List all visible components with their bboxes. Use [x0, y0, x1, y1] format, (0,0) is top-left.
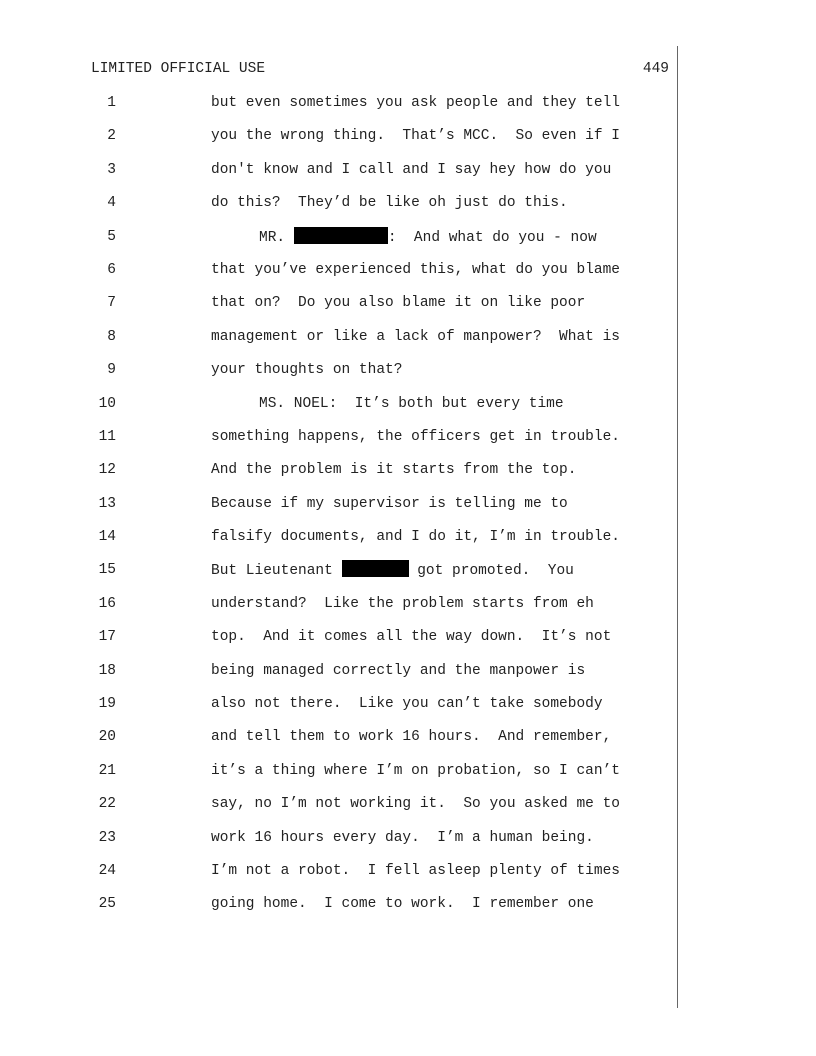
line-text: do this? They’d be like oh just do this. — [211, 195, 568, 212]
line-number: 20 — [98, 729, 116, 746]
transcript-line — [0, 594, 680, 627]
transcript-line — [0, 160, 680, 193]
transcript-line — [0, 527, 680, 560]
transcript-lines — [0, 93, 680, 928]
line-number: 25 — [98, 896, 116, 913]
line-number: 14 — [98, 529, 116, 546]
line-text-before-redaction: But Lieutenant — [211, 563, 342, 580]
line-number: 1 — [107, 95, 116, 111]
line-text: your thoughts on that? — [211, 362, 403, 379]
line-number: 24 — [98, 862, 116, 879]
line-number: 23 — [98, 829, 116, 846]
line-number: 17 — [98, 629, 116, 646]
line-number: 2 — [107, 128, 116, 145]
line-text — [211, 560, 574, 581]
line-number: 9 — [107, 362, 116, 379]
line-text: it’s a thing where I’m on probation, so I can’t — [211, 762, 620, 779]
line-text: also not there. Like you can’t take somebody — [211, 696, 603, 713]
line-number: 5 — [107, 228, 116, 245]
line-number: 19 — [98, 696, 116, 713]
speaker-prefix: MR. — [259, 229, 294, 246]
transcript-line — [0, 427, 680, 460]
line-number: 13 — [98, 495, 116, 512]
line-text: something happens, the officers get in trouble. — [211, 428, 620, 445]
line-number: 16 — [98, 595, 116, 612]
line-text: say, no I’m not working it. So you asked me to — [211, 796, 620, 813]
transcript-line — [0, 661, 680, 694]
line-number: 18 — [98, 662, 116, 679]
line-text: and tell them to work 16 hours. And remember, — [211, 729, 612, 746]
classification-label: LIMITED OFFICIAL USE — [91, 61, 266, 77]
line-number: 10 — [98, 395, 116, 412]
line-text: management or like a lack of manpower? What is — [211, 328, 620, 345]
line-text — [259, 227, 597, 248]
line-number: 6 — [107, 261, 116, 278]
line-text: going home. I come to work. I remember one — [211, 896, 594, 913]
line-number: 15 — [98, 562, 116, 579]
line-text: you the wrong thing. That’s MCC. So even if I — [211, 128, 620, 145]
transcript-line — [0, 327, 680, 360]
transcript-line — [0, 828, 680, 861]
line-text: don't know and I call and I say hey how do you — [211, 161, 612, 178]
line-text: that on? Do you also blame it on like poor — [211, 295, 586, 312]
line-number: 22 — [98, 796, 116, 813]
line-number: 4 — [107, 195, 116, 212]
transcript-line — [0, 460, 680, 493]
transcript-line — [0, 193, 680, 226]
line-text: I’m not a robot. I fell asleep plenty of times — [211, 862, 620, 879]
page-header — [91, 61, 669, 81]
line-text: MS. NOEL: It’s both but every time — [259, 395, 564, 412]
transcript-line — [0, 627, 680, 660]
transcript-line — [0, 861, 680, 894]
line-number: 12 — [98, 462, 116, 479]
line-number: 21 — [98, 762, 116, 779]
line-text: that you’ve experienced this, what do you blame — [211, 261, 620, 278]
line-text-after-redaction: : And what do you - now — [387, 229, 597, 246]
line-text: work 16 hours every day. I’m a human being. — [211, 829, 594, 846]
transcript-line — [0, 761, 680, 794]
line-number: 7 — [107, 295, 116, 312]
transcript-line — [0, 794, 680, 827]
line-text: And the problem is it starts from the top. — [211, 462, 577, 479]
transcript-line — [0, 894, 680, 927]
transcript-line — [0, 93, 680, 126]
transcript-line — [0, 727, 680, 760]
line-number: 8 — [107, 328, 116, 345]
line-number: 3 — [107, 161, 116, 178]
redaction-box — [294, 227, 388, 244]
line-text: falsify documents, and I do it, I’m in trouble. — [211, 529, 620, 546]
line-text: being managed correctly and the manpower is — [211, 662, 586, 679]
line-text: Because if my supervisor is telling me to — [211, 495, 568, 512]
transcript-line — [0, 694, 680, 727]
line-text: understand? Like the problem starts from eh — [211, 595, 594, 612]
transcript-line — [0, 227, 680, 260]
transcript-line — [0, 394, 680, 427]
transcript-line — [0, 260, 680, 293]
redaction-box — [342, 560, 409, 577]
transcript-line — [0, 360, 680, 393]
page-number: 449 — [642, 61, 669, 77]
line-text-after-redaction: got promoted. You — [408, 563, 574, 580]
transcript-line — [0, 560, 680, 593]
transcript-line — [0, 126, 680, 159]
transcript-line — [0, 494, 680, 527]
line-number: 11 — [98, 428, 116, 445]
transcript-line — [0, 293, 680, 326]
line-text: but even sometimes you ask people and they tell — [211, 95, 620, 111]
line-text: top. And it comes all the way down. It’s not — [211, 629, 612, 646]
